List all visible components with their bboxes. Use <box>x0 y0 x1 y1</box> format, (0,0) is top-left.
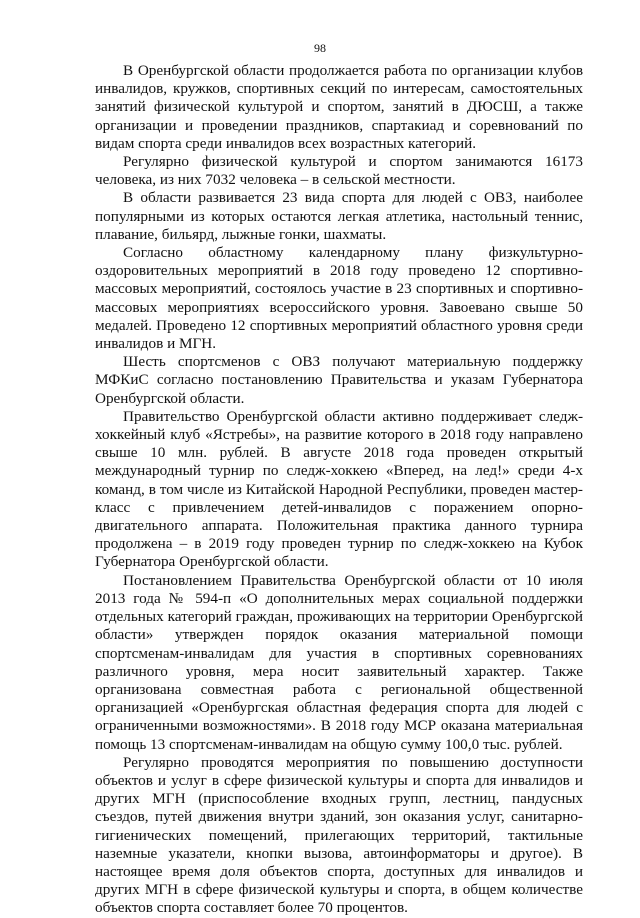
paragraph: Регулярно физической культурой и спортом занимаются 16173 человека, из них 7032 человека – в сельской местности. <box>95 153 583 189</box>
paragraph: Регулярно проводятся мероприятия по повышению доступности объектов и услуг в сфере физической культуры и спорта для инвалидов и других МГН (приспособление входных групп, лестниц, пандусных съездов, путей движения внутри зданий, зон оказания услуг, санитарно-гигиенических помещений, прилегающих территорий, тактильные наземные указатели, кнопки вызова, автоинформаторы и другое). В настоящее время доля объектов спорта, доступных для инвалидов и других МГН в сфере физической культуры и спорта, в общем количестве объектов спорта составляет более 70 процентов. <box>95 753 583 917</box>
paragraph: В области развивается 23 вида спорта для людей с ОВЗ, наиболее популярными из которых остаются легкая атлетика, настольный теннис, плавание, бильярд, лыжные гонки, шахматы. <box>95 189 583 243</box>
page-number: 98 <box>314 41 326 55</box>
body-text <box>95 62 583 918</box>
paragraph: В Оренбургской области продолжается работа по организации клубов инвалидов, кружков, спортивных секций по интересам, самостоятельных занятий физической культурой и спортом, занятий в ДЮСШ, а также организации и проведении праздников, спартакиад и соревнований по видам спорта среди инвалидов всех возрастных категорий. <box>95 62 583 152</box>
paragraph: Согласно областному календарному плану физкультурно-оздоровительных мероприятий в 2018 году проведено 12 спортивно-массовых мероприятий, состоялось участие в 23 спортивных и спортивно-массовых мероприятиях всероссийского уровня. Завоевано свыше 50 медалей. Проведено 12 спортивных мероприятий областного уровня среди инвалидов и МГН. <box>95 244 583 353</box>
paragraph: Шесть спортсменов с ОВЗ получают материальную поддержку МФКиС согласно постановлению Правительства и указам Губернатора Оренбургской области. <box>95 353 583 407</box>
paragraph: Правительство Оренбургской области активно поддерживает следж-хоккейный клуб «Ястребы», на развитие которого в 2018 году направлено свыше 10 млн. рублей. В августе 2018 года проведен открытый международный турнир по следж-хоккею «Вперед, на лед!» среди 4-х команд, в том числе из Китайской Народной Республики, проведен мастер-класс с привлечением детей-инвалидов с поражением опорно-двигательного аппарата. Положительная практика данного турнира продолжена – в 2019 году проведен турнир по следж-хоккею на Кубок Губернатора Оренбургской области. <box>95 407 583 571</box>
paragraph: Постановлением Правительства Оренбургской области от 10 июля 2013 года № 594-п «О дополнительных мерах социальной поддержки отдельных категорий граждан, проживающих на территории Оренбургской области» утвержден порядок оказания материальной помощи спортсменам-инвалидам для участия в спортивных соревнованиях различного уровня, мера носит заявительный характер. Также организована совместная работа с региональной общественной организацией «Оренбургская областная федерация спорта для людей с ограниченными возможностями». В 2018 году МСР оказана материальная помощь 13 спортсменам-инвалидам на общую сумму 100,0 тыс. рублей. <box>95 571 583 753</box>
